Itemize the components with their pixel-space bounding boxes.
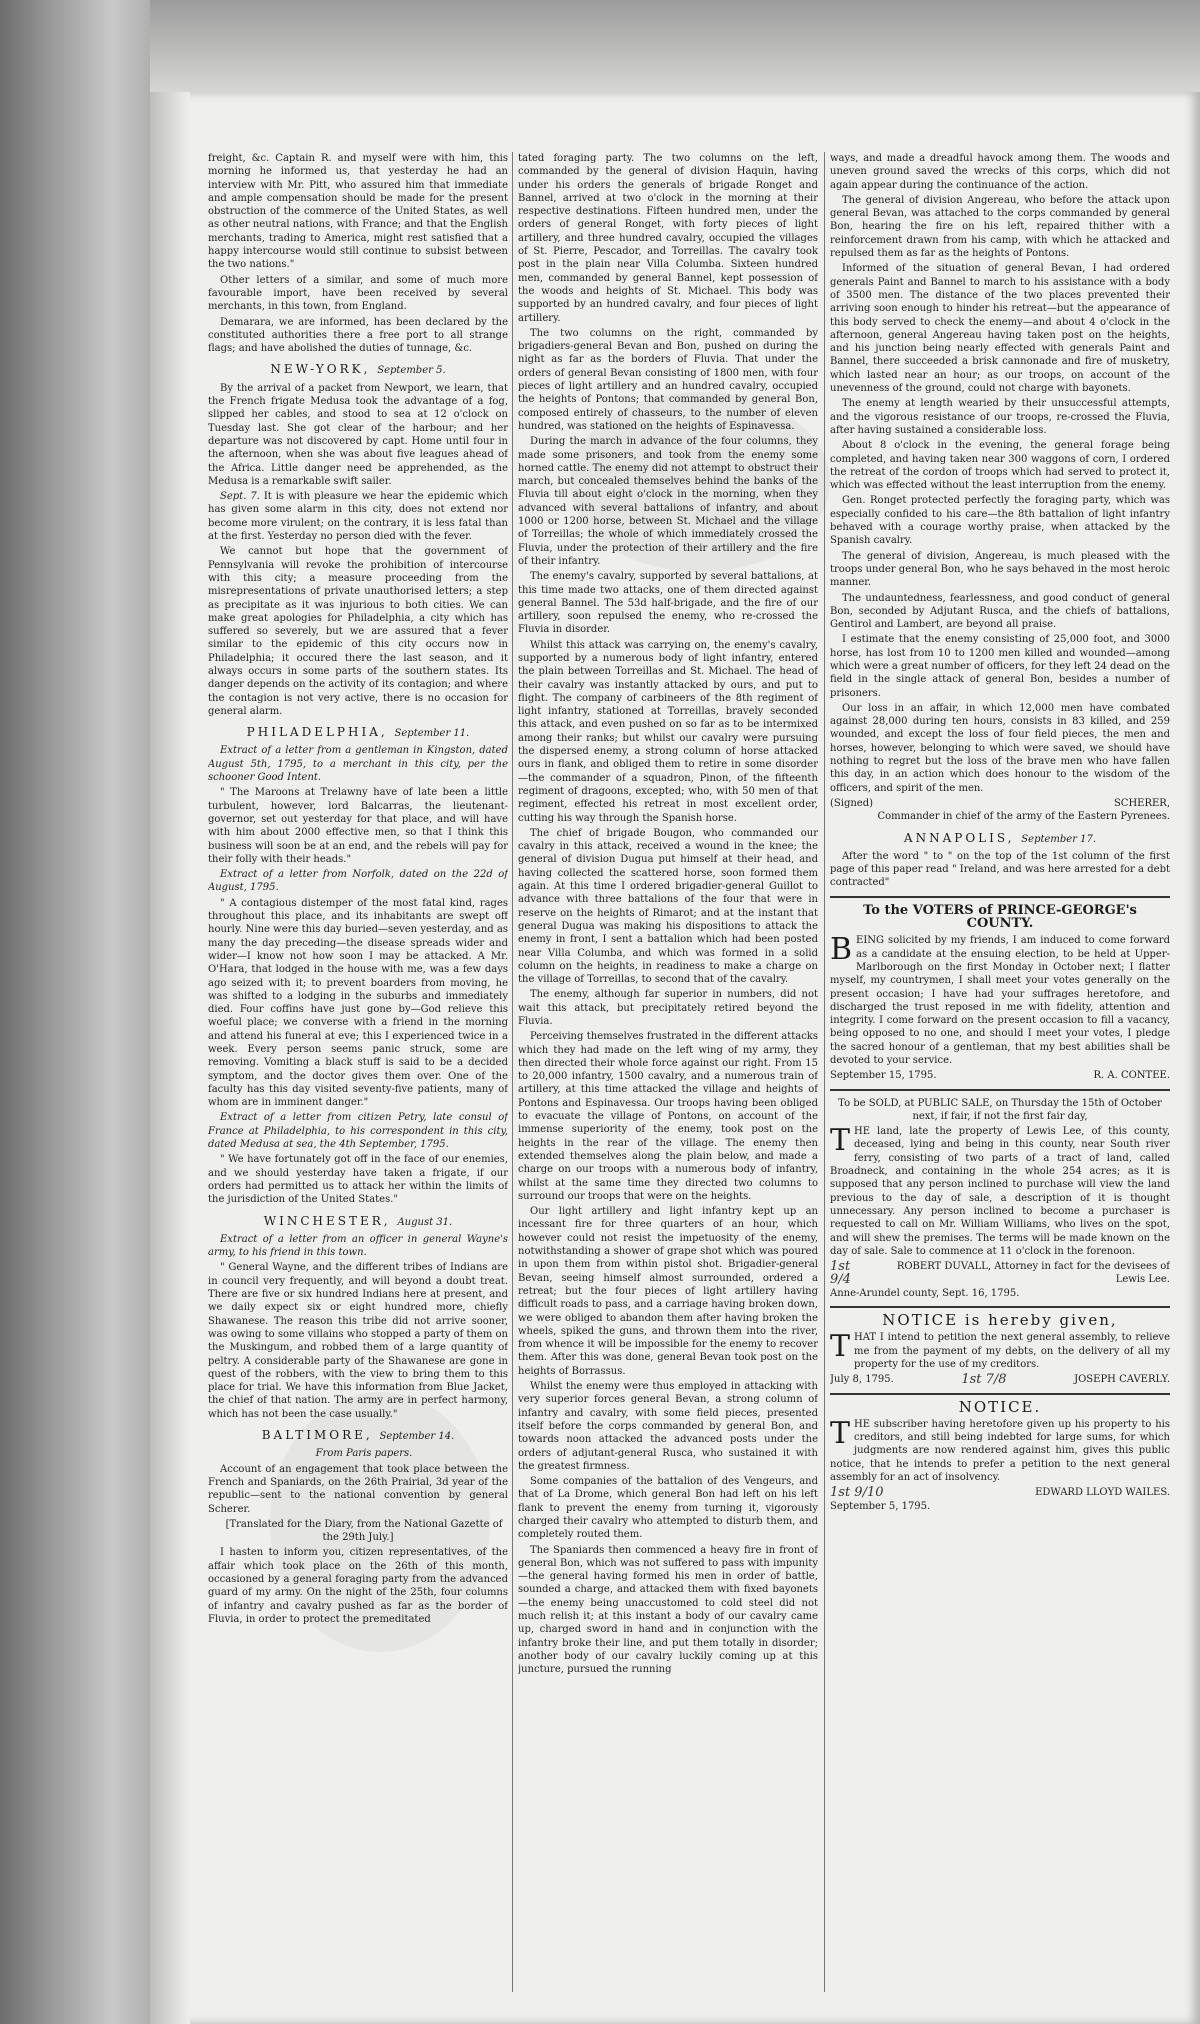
article-paragraph: Perceiving themselves frustrated in the different attacks which they had made on the left wing of my army, they then directed their whole force against our right. From 15 to 20,000 infantry, 1500 cavalry, and a numerous train of artillery, at this time attacked the village and heights of Pontons and Espinavessa. Our troops having been obliged to evacuate the village of Pontons, on account of the immense superiority of the enemy, took post on the heights in the rear of the village. The enemy then extended themselves along the plain below, and made a charge on our troops with a numerous body of infantry, whilst at the same time they directed two columns to surround our troops that were on the heights. <box>518 1031 818 1202</box>
article-paragraph: By the arrival of a packet from Newport, we learn, that the French frigate Medusa took the advantage of a fog, slipped her cables, and stood to sea at 12 o'clock on Tuesday last. She got clear of the harbour; and her departure was not discovered by capt. Home until four in the afternoon, when she was about five leagues ahead of the Africa. Little danger need be apprehended, as the Medusa is a remarkable swift sailer. <box>208 382 508 487</box>
sale-heading: To be SOLD, at PUBLIC SALE, on Thursday the 15th of October next, if fair, if not the first fair day, <box>838 1097 1162 1122</box>
article-paragraph: The general of division, Angereau, is much pleased with the troops under general Bon, who he says behaved in the most heroic manner. <box>830 550 1170 589</box>
article-paragraph: Demarara, we are informed, has been declared by the constituted authorities there a free port to all strange flags; and have abolished the duties of tunnage, &c. <box>208 316 508 355</box>
dateline-date: September 14. <box>379 1431 455 1443</box>
article-paragraph: We cannot but hope that the government of Pennsylvania will revoke the prohibition of intercourse with this city; a measure proceeding from the misrepresentations of private unauthorised letters; a step as precipitate as it was injurious to both cities. We can make great apologies for Philadelphia, a city which has suffered so severely, but we are assured that a fever similar to the epidemic of this city occurs now in Philadelphia; it occured there the last season, and it always occurs in some parts of the southern states. Its danger depends on the activity of its contagion; and where the contagion is not very active, there is no occasion for general alarm. <box>208 546 508 717</box>
book-binding <box>0 0 150 2024</box>
article-paragraph: Gen. Ronget protected perfectly the foraging party, which was especially confided to his care—the 8th battalion of light infantry behaved with a courage worthy praise, when attacked by the Spanish cavalry. <box>830 495 1170 547</box>
dateline-place: BALTIMORE, <box>261 1428 373 1443</box>
article-paragraph: " General Wayne, and the different tribes of Indians are in council very frequently, and will beyond a doubt treat. There are five or six hundred Indians here at present, and we daily expect six or eight hundred more, chiefly Shawanese. The reason this tribe did not arrive sooner, was owing to some villains who stopped a party of them on the Muskingum, and robbed them of a large quantity of peltry. A considerable party of the Shawanese are gone in quest of the robbers, with the view to bring them to this place for trial. We have this information from Blue Jacket, the chief of that nation. The army are in perfect harmony, which has not been the case usually." <box>208 1262 508 1420</box>
column-1 <box>208 152 508 2002</box>
extract-heading: Extract of a letter from citizen Petry, late consul of France at Philadelphia, to his correspondent in this city, dated Medusa at sea, the 4th September, 1795. <box>208 1112 508 1151</box>
advert-footer <box>830 1069 1170 1082</box>
dateline-date: August 31. <box>397 1216 453 1228</box>
signer-name: SCHERER, <box>1113 797 1170 809</box>
dateline-date: September 5. <box>377 365 446 377</box>
drop-cap: T <box>830 1329 851 1365</box>
dateline-place: WINCHESTER, <box>263 1213 391 1228</box>
article-paragraph: Our loss in an affair, in which 12,000 men have combated against 28,000 during ten hours, consists in 83 killed, and 259 wounded, and except the loss of four field pieces, the men and horses, however, belonging to which were saved, we should have nothing to regret but the loss of the brave men who have fallen this day, in an action which does honour to the wisdom of the officers, and spirit of the men. <box>830 702 1170 794</box>
column-rule <box>512 152 513 1992</box>
article-paragraph: The undauntedness, fearlessness, and good conduct of general Bon, seconded by Adjutant Rusca, and the chiefs of battalions, Gentirol and Lambert, are beyond all praise. <box>830 592 1170 631</box>
gutter-fold <box>150 92 190 2024</box>
drop-cap: T <box>830 1415 851 1451</box>
section-rule <box>830 1306 1170 1308</box>
section-rule <box>830 896 1170 898</box>
newspaper-page <box>150 92 1200 2024</box>
article-paragraph: The Spaniards then commenced a heavy fire in front of general Bon, which was not suffered to pass with impunity—the general having formed his men in order of battle, sounded a charge, and attacked them with fixed bayonets—the enemy being unaccustomed to cold steel did not much relish it; at this instant a body of our cavalry came up, charged sword in hand and in conjunction with the infantry broke their line, and put them totally in disorder; another body of our cavalry luckily coming up at this juncture, pursued the running <box>518 1544 818 1676</box>
section-rule <box>830 1089 1170 1091</box>
article-paragraph: Some companies of the battalion of des Vengeurs, and that of La Drome, which general Bon had left on his left flank to prevent the enemy from turning it, vigorously charged their cavalry who attempted to disturb them, and completely routed them. <box>518 1476 818 1541</box>
article-paragraph: tated foraging party. The two columns on the left, commanded by the general of division Haquin, having under his orders the generals of brigade Ronget and Bannel, arrived at two o'clock in the morning at their respective destinations. Fifteen hundred men, under the orders of general Ronget, with forty pieces of light artillery, and three hundred cavalry, occupied the villages of St. Pierre, Pescador, and Torreillas. The cavalry took post in the plain near Villa Columba. Sixteen hundred men, commanded by general Bannel, kept possession of the woods and heights of St. Michael. This body was supported by an hundred cavalry, and four pieces of light artillery. <box>518 153 818 324</box>
article-paragraph: ways, and made a dreadful havock among them. The woods and uneven ground saved the wrecks of this corps, which did not again appear during the continuance of the action. <box>830 153 1170 191</box>
article-paragraph: The enemy's cavalry, supported by several battalions, at this time made two attacks, one of them directed against general Bannel. The 53d half-brigade, and the fire of our artillery, soon repulsed the enemy, who re-crossed the Fluvia in disorder. <box>518 571 818 636</box>
dateline-philadelphia <box>208 726 508 740</box>
article-paragraph: I hasten to inform you, citizen representatives, of the affair which took place on the 26th of this month, occasioned by a general foraging party from the advanced guard of my army. On the night of the 25th, four columns of infantry and cavalry pushed as far as the border of Fluvia, in order to protect the premeditated <box>208 1547 508 1625</box>
extract-heading: Extract of a letter from an officer in general Wayne's army, to his friend in this town. <box>208 1233 508 1259</box>
extract-heading: Extract of a letter from a gentleman in Kingston, dated August 5th, 1795, to a merchant in this city, per the schooner Good Intent. <box>208 745 508 784</box>
advert-footer <box>830 1260 1170 1287</box>
article-paragraph: After the word " to " on the top of the 1st column of the first page of this paper read " Ireland, and was here arrested for a debt contracted" <box>830 850 1170 889</box>
article-paragraph: The enemy at length wearied by their unsuccessful attempts, and the vigorous resistance of our troops, re-crossed the Fluvia, after having sustained a considerable loss. <box>830 398 1170 436</box>
advertisement-body: THE subscriber having heretofore given up his property to his creditors, and still being indebted for large sums, for which judgments are now rendered against him, gives this public notice, that he intends to prefer a petition to the next general assembly for an act of insolvency. <box>830 1415 1170 1484</box>
advertisement-body: THE land, late the property of Lewis Lee, of this county, deceased, lying and being in this county, near South river ferry, consisting of two parts of a tract of land, called Broadneck, and containing in the whole 254 acres; as it is supposed that any person inclined to purchase will view the land previous to the day of sale, a description of it is thought unnecessary. Any person inclined to become a purchaser is requested to call on Mr. William Williams, who lives on the spot, and will shew the premises. The terms will be made known on the day of sale. Sale to commence at 11 o'clock in the forenoon. <box>830 1123 1170 1257</box>
signer-title: Commander in chief of the army of the Eastern Pyrenees. <box>877 811 1170 823</box>
article-paragraph: freight, &c. Captain R. and myself were with him, this morning he informed us, that yesterday he had an interview with Mr. Pitt, who assured him that immediate and ample compensation should be made for the present obstruction of the commerce of the United States, as well as other neutral nations, with France; and that the English merchants, trading to America, might rest satisfied that a happy intercourse would still continue to subsist between the two nations." <box>208 153 508 271</box>
article-paragraph: The general of division Angereau, who before the attack upon general Bevan, was attached to the corps commanded by general Bon, hearing the fire on his left, repaired thither with a reinforcement drawn from his camp, with which he attacked and repulsed them as far as the heights of Pontons. <box>830 194 1170 260</box>
article-paragraph: The enemy, although far superior in numbers, did not wait this attack, but precipitately retired beyond the Fluvia. <box>518 989 818 1027</box>
section-rule <box>830 1393 1170 1395</box>
voters-heading: To the VOTERS of PRINCE-GEORGE's COUNTY. <box>863 902 1137 932</box>
dateline-date: September 11. <box>394 728 470 740</box>
advertisement-body: BEING solicited by my friends, I am induced to come forward as a candidate at the ensuing election, to be held at Upper-Marlborough on the first Monday in October next; I flatter myself, my countrymen, I shall meet your votes generally on the present occasion; I have had your suffrages heretofore, and discharged the trust reposed in me with fidelity, attention and integrity. I come forward on the present occasion to fill a vacancy, being opposed to no one, and should I meet your votes, I pledge the sacred honour of a gentleman, that my best abilities shall be devoted to your service. <box>830 932 1170 1066</box>
advert-date: July 8, 1795. <box>830 1374 894 1386</box>
article-paragraph: The two columns on the right, commanded by brigadiers-general Bevan and Bon, pushed on during the night as far as the borders of Fluvia. That under the orders of general Bevan consisting of 1800 men, with four pieces of light artillery and an hundred cavalry, occupied the heights of Pontons; that commanded by general Bon, composed entirely of chasseurs, to the number of eleven hundred, was stationed on the heights of Espinavessa. <box>518 327 818 432</box>
article-paragraph: During the march in advance of the four columns, they made some prisoners, and took from the enemy some horned cattle. The enemy did not attempt to obstruct their march, but concealed themselves behind the banks of the Fluvia till about eight o'clock in the morning, when they advanced with several battalions of infantry, and about 1000 or 1200 horse, between St. Michael and the village of Torreillas; the whole of which immediately crossed the Fluvia, under the protection of their artillery and the fire of their infantry. <box>518 436 818 567</box>
inline-date: Sept. 7. <box>220 491 260 503</box>
dateline-place: PHILADELPHIA, <box>246 725 388 740</box>
drop-cap: T <box>830 1123 851 1159</box>
advert-signature: EDWARD LLOYD WAILES. <box>1035 1487 1170 1499</box>
advertisement-body: THAT I intend to petition the next general assembly, to relieve me from the payment of my debts, on the delivery of all my property for the use of my creditors. <box>830 1329 1170 1370</box>
dateline-winchester <box>208 1215 508 1229</box>
dateline-place: ANNAPOLIS, <box>903 830 1015 845</box>
drop-cap: B <box>830 932 853 968</box>
handwritten-annotation: 1st 9/10 <box>830 1485 884 1501</box>
handwritten-annotation: 1st 7/8 <box>961 1372 1007 1388</box>
dateline-date: September 17. <box>1021 833 1097 845</box>
column-rule <box>824 152 825 1992</box>
article-paragraph: Our light artillery and light infantry kept up an incessant fire for three quarters of an hour, which however could not resist the impetuosity of the enemy, notwithstanding a shower of grape shot which was poured in upon them from within pistol shot. Brigadier-general Bevan, seeing himself almost surrounded, ordered a retreat; but the four pieces of light artillery having difficult roads to pass, and a carriage having broken down, we were obliged to abandon them after having broken the wheels, spiked the guns, and thrown them into the river, from whence it will be impossible for the enemy to recover them. After this was done, general Bevan took post on the heights of Borrassus. <box>518 1206 818 1377</box>
column-2 <box>518 152 818 2002</box>
column-3 <box>830 152 1170 2002</box>
dateline-new-york <box>208 363 508 377</box>
dateline-place: NEW-YORK, <box>270 362 371 377</box>
article-paragraph: Informed of the situation of general Bevan, I had ordered generals Paint and Bannel to march to his assistance with a body of 3500 men. The distance of the two places prevented their arriving soon enough to hinder his retreat—but the appearance of this body served to check the enemy—and about 4 o'clock in the afternoon, general Angereau having taken post on the heights, and his junction being nearly effected with generals Paint and Bannel, there succeeded a brisk cannonade and fire of musketry, which lasted near an hour; as our troops, on account of the unevenness of the ground, could not charge with bayonets. <box>830 263 1170 395</box>
advert-date: September 15, 1795. <box>830 1070 937 1082</box>
advert-signature: ROBERT DUVALL, Attorney in fact for the devisees of Lewis Lee. <box>896 1261 1170 1286</box>
article-paragraph: It is with pleasure we hear the epidemic which has given some alarm in this city, does not extend nor become more virulent; on the contrary, it is less fatal than at the first. Yesterday no person died with the fever. <box>208 491 508 543</box>
article-paragraph: I estimate that the enemy consisting of 25,000 foot, and 3000 horse, has lost from 10 to 1200 men killed and wounded—among which were a great number of officers, for they left 24 dead on the field in the single attack of general Bon, besides a number of prisoners. <box>830 634 1170 699</box>
page-top-edge <box>150 0 1200 95</box>
subheading: From Paris papers. <box>315 1448 413 1460</box>
signature-block <box>830 797 1170 810</box>
extract-heading: Extract of a letter from Norfolk, dated on the 22d of August, 1795. <box>208 869 508 894</box>
advert-date: September 5, 1795. <box>830 1500 931 1512</box>
advert-signature: R. A. CONTEE. <box>1093 1070 1170 1082</box>
article-paragraph: " A contagious distemper of the most fatal kind, rages throughout this place, and its inhabitants are swept off hourly. Nine were this day buried—seven yesterday, and as many the day preceding—the disease spreads wider and wider—I know not how soon I may be attacked. A Mr. O'Hara, that lodged in the house with me, was a few days ago seized with it; to prevent boarders from moving, he was shifted to a lodging in the suburbs and immediately died. Four coffins have just gone by—God relieve this woeful place; we converse with a friend in the morning and attend his funeral at eve; this I experienced twice in a week. Every person seems panic struck, some are removing. Vomiting a black stuff is said to be a decided symptom, and the doctor gives them over. One of the faculty has this day visited seventy-five patients, many of whom are in imminent danger." <box>208 897 508 1109</box>
article-paragraph: Whilst the enemy were thus employed in attacking with very superior forces general Bevan, a strong column of infantry and cavalry, with some field pieces, presented itself before the corps commanded by general Bon, and towards noon attacked the advanced posts under the orders of adjutant-general Rusca, who sustained it with the greatest firmness. <box>518 1381 818 1472</box>
dateline-annapolis <box>830 832 1170 846</box>
article-paragraph: About 8 o'clock in the evening, the general forage being completed, and having taken near 300 waggons of corn, I ordered the retreat of the cordon of troops which had served to protect it, which was effected without the least interruption from the enemy. <box>830 440 1170 492</box>
signed-label: (Signed) <box>830 797 874 809</box>
advert-footer <box>830 1486 1170 1499</box>
advert-date: Anne-Arundel county, Sept. 16, 1795. <box>830 1287 1020 1299</box>
notice-heading: NOTICE is hereby given, <box>882 1311 1118 1330</box>
article-paragraph: " We have fortunately got off in the face of our enemies, and we should yesterday have taken a frigate, if our orders had permitted us to attack her within the limits of the jurisdiction of the United States." <box>208 1154 508 1206</box>
article-paragraph: " The Maroons at Trelawny have of late been a little turbulent, however, lord Balcarras, the lieutenant-governor, set out yesterday for that place, and will have with him about 2000 effective men, so that I think this business will soon be at an end, and the rebels will pay for their folly with their heads." <box>208 787 508 865</box>
dateline-baltimore <box>208 1429 508 1443</box>
article-paragraph: Other letters of a similar, and some of much more favourable import, have been received by several merchants, in this town, from England. <box>208 274 508 313</box>
translation-note: [Translated for the Diary, from the National Gazette of the 29th July.] <box>225 1518 503 1544</box>
notice-heading: NOTICE. <box>958 1397 1042 1416</box>
article-paragraph: Whilst this attack was carrying on, the enemy's cavalry, supported by a numerous body of light infantry, entered the plain between Torreillas and St. Michael. The head of their cavalry was instantly attacked by ours, and put to flight. The company of carbineers of the 8th regiment of light infantry, stationed at Torreillas, bravely seconded this attack, and even pushed on so far as to be intermixed among their ranks; but whilst our cavalry were pursuing the dispersed enemy, a strong column of horse attacked ours in flank, and obliged them to retire in some disorder—the commander of a squadron, Pinon, of the fifteenth regiment of dragoons, excepted; who, with 50 men of that regiment, effected his retreat in most excellent order, cutting his way through the Spanish horse. <box>518 639 818 824</box>
advert-signature: JOSEPH CAVERLY. <box>1074 1374 1170 1386</box>
advert-footer <box>830 1373 1170 1386</box>
article-paragraph: The chief of brigade Bougon, who commanded our cavalry in this attack, received a wound in the knee; the general of division Dugua put himself at their head, and having collected the scattered horse, soon formed them again. At this time I ordered brigadier-general Guillot to advance with three battalions of the four that were in reserve on the heights of Rimarot; and at the instant that general Dugua was making his dispositions to attack the enemy in front, I sent a battalion which had been posted near Villa Columba, and which was formed in a solid column on the heights, in readiness to make a charge on the village of Torreillas, to second that of the cavalry. <box>518 827 818 986</box>
handwritten-annotation: 1st 9/4 <box>830 1259 851 1288</box>
article-paragraph: Account of an engagement that took place between the French and Spaniards, on the 26th Prairial, 3d year of the republic—sent to the national convention by general Scherer. <box>208 1463 508 1515</box>
